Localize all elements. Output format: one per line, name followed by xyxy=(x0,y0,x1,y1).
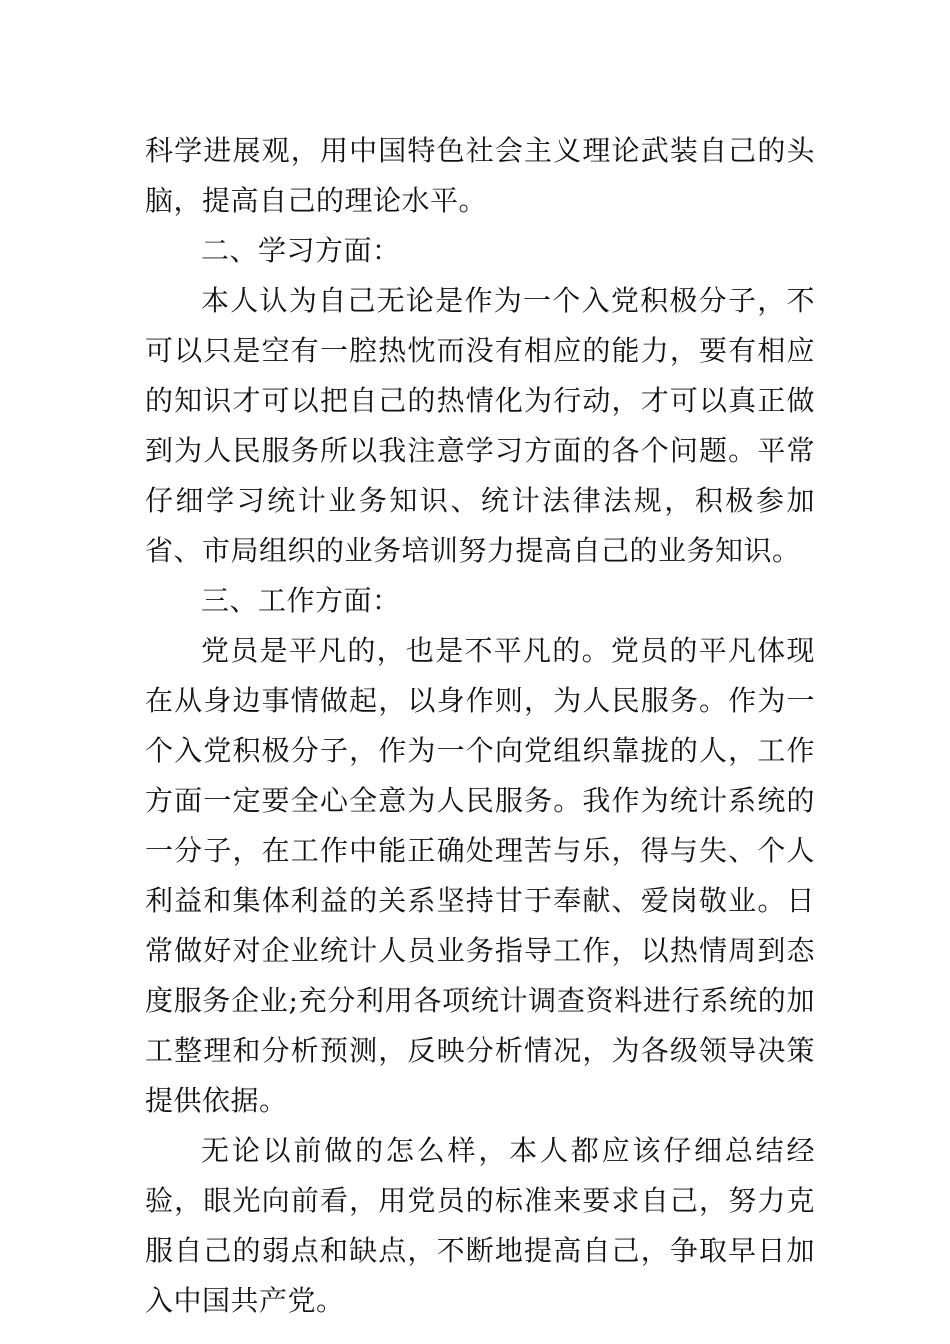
paragraph-work: 党员是平凡的，也是不平凡的。党员的平凡体现在从身边事情做起，以身作则，为人民服务。作为一个入党积极分子，作为一个向党组织靠拢的人，工作方面一定要全心全意为人民服务。我作为统计系统的一分子，在工作中能正确处理苦与乐，得与失、个人利益和集体利益的关系坚持甘于奉献、爱岗敬业。日常做好对企业统计人员业务指导工作，以热情周到态度服务企业;充分利用各项统计调查资料进行系统的加工整理和分析预测，反映分析情况，为各级领导决策提供依据。 xyxy=(145,634,815,1117)
document-body xyxy=(145,126,815,1326)
paragraph-conclusion: 无论以前做的怎么样，本人都应该仔细总结经验，眼光向前看，用党员的标准来要求自己，努力克服自己的弱点和缺点，不断地提高自己，争取早日加入中国共产党。 xyxy=(145,1134,815,1317)
section-heading-work: 三、工作方面： xyxy=(201,584,401,617)
paragraph-study: 本人认为自己无论是作为一个入党积极分子，不可以只是空有一腔热忱而没有相应的能力，要有相应的知识才可以把自己的热情化为行动，才可以真正做到为人民服务所以我注意学习方面的各个问题。平常仔细学习统计业务知识、统计法律法规，积极参加省、市局组织的业务培训努力提高自己的业务知识。 xyxy=(145,284,815,567)
paragraph-1: 科学进展观，用中国特色社会主义理论武装自己的头脑，提高自己的理论水平。 xyxy=(145,134,815,217)
section-heading-study: 二、学习方面： xyxy=(201,234,401,267)
